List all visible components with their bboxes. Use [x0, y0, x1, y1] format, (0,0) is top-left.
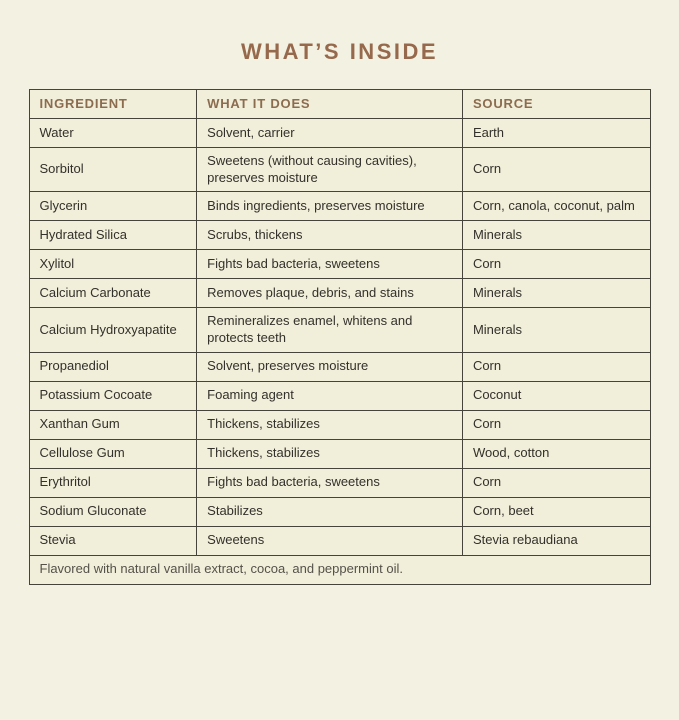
table-row	[29, 221, 650, 250]
ingredients-table	[29, 89, 651, 585]
ingredient-cell: Glycerin	[29, 192, 197, 221]
ingredient-cell: Xanthan Gum	[29, 410, 197, 439]
ingredient-cell: Stevia	[29, 526, 197, 555]
ingredient-cell: Sorbitol	[29, 148, 197, 192]
source-cell: Corn	[462, 410, 650, 439]
source-cell: Corn, beet	[462, 497, 650, 526]
table-row	[29, 439, 650, 468]
what-it-does-cell: Removes plaque, debris, and stains	[197, 279, 463, 308]
what-it-does-cell: Binds ingredients, preserves moisture	[197, 192, 463, 221]
ingredient-cell: Xylitol	[29, 250, 197, 279]
source-cell: Stevia rebaudiana	[462, 526, 650, 555]
source-cell: Earth	[462, 119, 650, 148]
table-row	[29, 250, 650, 279]
source-cell: Coconut	[462, 381, 650, 410]
what-it-does-cell: Fights bad bacteria, sweetens	[197, 250, 463, 279]
what-it-does-cell: Sweetens (without causing cavities), preserves moisture	[197, 148, 463, 192]
table-row	[29, 497, 650, 526]
table-row	[29, 279, 650, 308]
what-it-does-cell: Foaming agent	[197, 381, 463, 410]
ingredient-cell: Calcium Carbonate	[29, 279, 197, 308]
what-it-does-cell: Fights bad bacteria, sweetens	[197, 468, 463, 497]
infographic-page	[0, 41, 679, 585]
table-row	[29, 308, 650, 352]
table-row	[29, 352, 650, 381]
ingredient-cell: Water	[29, 119, 197, 148]
ingredient-cell: Sodium Gluconate	[29, 497, 197, 526]
what-it-does-cell: Thickens, stabilizes	[197, 439, 463, 468]
table-row	[29, 468, 650, 497]
table-row	[29, 410, 650, 439]
table-body	[29, 119, 650, 556]
table-row	[29, 148, 650, 192]
table-row	[29, 192, 650, 221]
what-it-does-cell: Scrubs, thickens	[197, 221, 463, 250]
what-it-does-cell: Solvent, preserves moisture	[197, 352, 463, 381]
column-header-ingredient: INGREDIENT	[29, 90, 197, 119]
ingredient-cell: Cellulose Gum	[29, 439, 197, 468]
what-it-does-cell: Sweetens	[197, 526, 463, 555]
source-cell: Minerals	[462, 279, 650, 308]
source-cell: Wood, cotton	[462, 439, 650, 468]
what-it-does-cell: Solvent, carrier	[197, 119, 463, 148]
source-cell: Corn	[462, 352, 650, 381]
source-cell: Minerals	[462, 308, 650, 352]
column-header-source: SOURCE	[462, 90, 650, 119]
table-row	[29, 119, 650, 148]
column-header-what-it-does: WHAT IT DOES	[197, 90, 463, 119]
header-row	[29, 90, 650, 119]
source-cell: Corn	[462, 468, 650, 497]
what-it-does-cell: Stabilizes	[197, 497, 463, 526]
source-cell: Corn	[462, 250, 650, 279]
table-row	[29, 526, 650, 555]
what-it-does-cell: Thickens, stabilizes	[197, 410, 463, 439]
what-it-does-cell: Remineralizes enamel, whitens and protects teeth	[197, 308, 463, 352]
source-cell: Minerals	[462, 221, 650, 250]
ingredient-cell: Erythritol	[29, 468, 197, 497]
ingredient-cell: Calcium Hydroxyapatite	[29, 308, 197, 352]
ingredient-cell: Hydrated Silica	[29, 221, 197, 250]
source-cell: Corn	[462, 148, 650, 192]
table-row	[29, 381, 650, 410]
source-cell: Corn, canola, coconut, palm	[462, 192, 650, 221]
page-title: WHAT’S INSIDE	[240, 39, 439, 64]
footer-row	[29, 555, 650, 584]
ingredient-cell: Propanediol	[29, 352, 197, 381]
ingredient-cell: Potassium Cocoate	[29, 381, 197, 410]
footer-note: Flavored with natural vanilla extract, cocoa, and peppermint oil.	[29, 555, 650, 584]
